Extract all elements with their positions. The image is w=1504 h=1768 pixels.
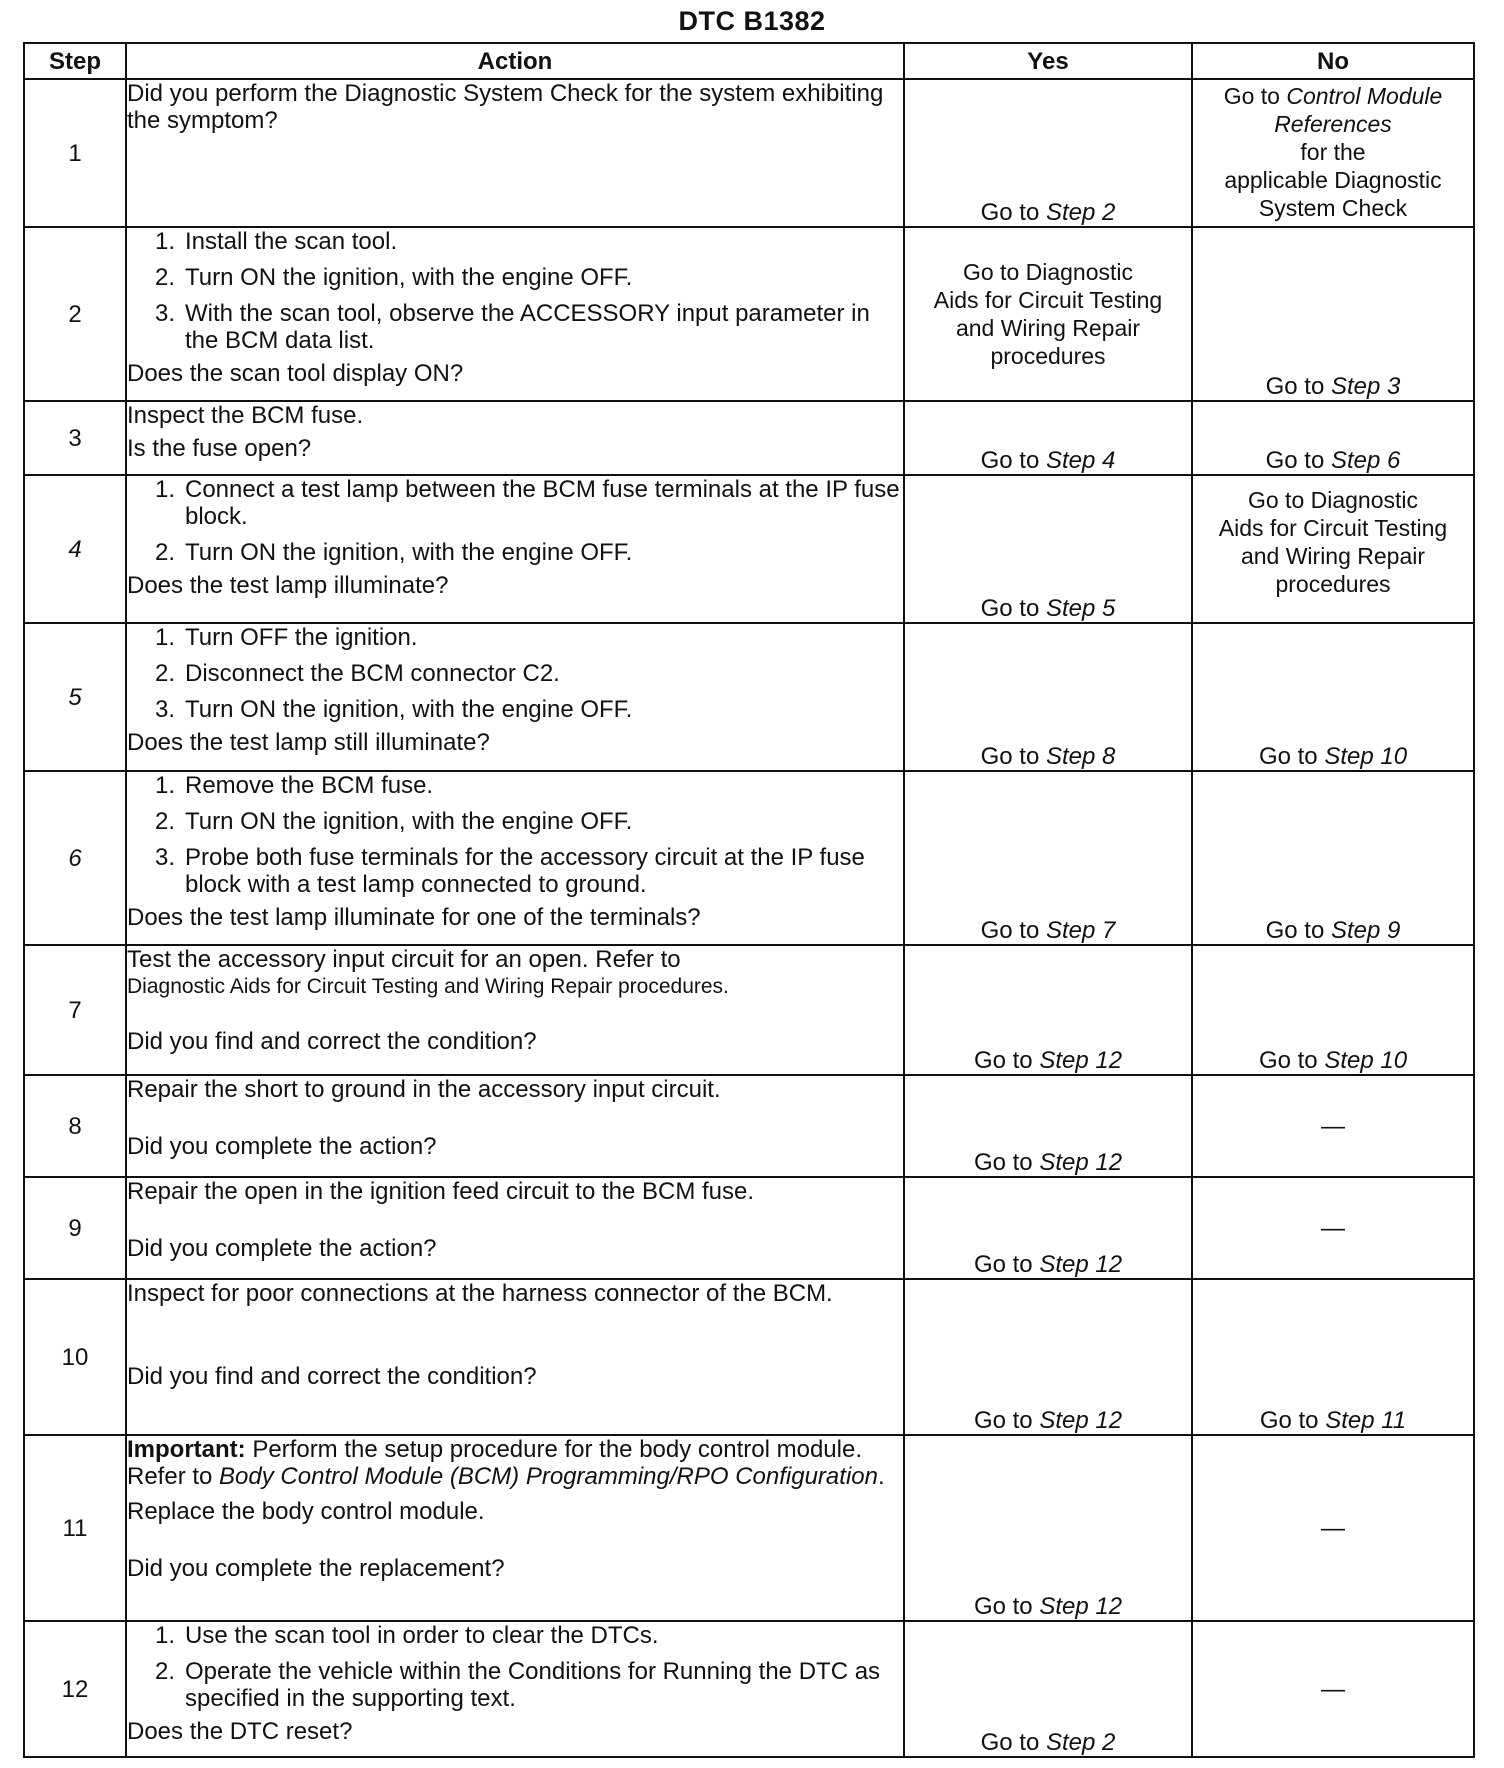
action-question: Did you complete the action? bbox=[127, 1133, 437, 1160]
action-question: Did you find and correct the condition? bbox=[127, 1363, 537, 1390]
no-step-ref: Step 6 bbox=[1330, 447, 1401, 474]
substep-number: 2. bbox=[154, 264, 175, 291]
substep-list bbox=[127, 624, 903, 723]
no-cell bbox=[1192, 401, 1474, 475]
yes-prefix: Go to bbox=[973, 1251, 1040, 1278]
yes-prefix: Go to bbox=[973, 1047, 1040, 1074]
no-cell bbox=[1192, 1177, 1474, 1279]
yes-line: procedures bbox=[990, 343, 1106, 369]
no-text bbox=[1193, 82, 1473, 138]
no-dash: — bbox=[1321, 1514, 1345, 1542]
substep bbox=[127, 660, 903, 687]
no-cell bbox=[1192, 475, 1474, 623]
action-text: Inspect for poor connections at the harness connector of the BCM. bbox=[127, 1280, 833, 1307]
no-cell bbox=[1192, 1621, 1474, 1757]
substep-text: Turn ON the ignition, with the engine OFF. bbox=[185, 808, 633, 835]
no-prefix: Go to bbox=[1265, 447, 1331, 474]
substep-list bbox=[127, 228, 903, 354]
yes-line: Go to Diagnostic bbox=[962, 259, 1134, 285]
no-dash: — bbox=[1321, 1112, 1345, 1140]
no-cell bbox=[1192, 1075, 1474, 1177]
action-text: Replace the body control module. bbox=[127, 1498, 485, 1525]
substep-text: Operate the vehicle within the Conditions for Running the DTC as specified in the supporting text. bbox=[185, 1658, 881, 1712]
yes-prefix: Go to bbox=[980, 595, 1046, 622]
substep bbox=[127, 539, 903, 566]
yes-cell bbox=[904, 1075, 1192, 1177]
yes-cell bbox=[904, 1279, 1192, 1435]
substep-text: Turn OFF the ignition. bbox=[185, 624, 418, 651]
no-ref: Control Module References bbox=[1274, 83, 1443, 137]
action-cell bbox=[126, 475, 904, 623]
substep-list bbox=[127, 772, 903, 898]
yes-cell bbox=[904, 771, 1192, 945]
table-row bbox=[24, 1279, 1474, 1435]
substep-number: 2. bbox=[154, 1658, 175, 1685]
important-text: Perform the setup procedure for the body control module. Refer to bbox=[127, 1436, 862, 1490]
step-number: 4 bbox=[24, 475, 126, 623]
step-number: 5 bbox=[24, 623, 126, 771]
yes-step-ref: Step 7 bbox=[1045, 917, 1116, 944]
action-question: Does the test lamp still illuminate? bbox=[127, 729, 490, 756]
no-step-ref: Step 11 bbox=[1325, 1407, 1407, 1434]
action-cell bbox=[126, 945, 904, 1075]
no-step-ref: Step 10 bbox=[1324, 1047, 1408, 1074]
yes-prefix: Go to bbox=[973, 1407, 1040, 1434]
substep bbox=[127, 808, 903, 835]
action-cell bbox=[126, 771, 904, 945]
table-row bbox=[24, 1435, 1474, 1621]
yes-prefix: Go to bbox=[980, 1729, 1046, 1756]
action-reference-text: Diagnostic Aids for Circuit Testing and Wiring Repair procedures. bbox=[127, 975, 729, 998]
no-line: for the bbox=[1300, 139, 1366, 165]
action-question: Does the DTC reset? bbox=[127, 1718, 353, 1745]
substep-number: 1. bbox=[154, 1622, 175, 1649]
substep-text: Probe both fuse terminals for the accessory circuit at the IP fuse block with a test lamp connected to ground. bbox=[185, 844, 865, 898]
substep-number: 1. bbox=[154, 624, 175, 651]
action-text: Inspect the BCM fuse. bbox=[127, 402, 364, 429]
step-number: 11 bbox=[24, 1435, 126, 1621]
substep-number: 1. bbox=[154, 772, 175, 799]
header-no: No bbox=[1192, 43, 1474, 79]
substep-number: 2. bbox=[154, 539, 175, 566]
substep-number: 1. bbox=[154, 228, 175, 255]
no-line: and Wiring Repair bbox=[1240, 543, 1426, 569]
action-cell bbox=[126, 1279, 904, 1435]
action-question: Does the test lamp illuminate? bbox=[127, 572, 449, 599]
no-cell bbox=[1192, 771, 1474, 945]
yes-step-ref: Step 12 bbox=[1039, 1149, 1123, 1176]
yes-cell bbox=[904, 1435, 1192, 1621]
no-prefix: Go to bbox=[1258, 743, 1325, 770]
action-cell bbox=[126, 1075, 904, 1177]
table-row bbox=[24, 771, 1474, 945]
table-row bbox=[24, 401, 1474, 475]
action-question: Did you find and correct the condition? bbox=[127, 1028, 537, 1055]
yes-prefix: Go to bbox=[980, 743, 1046, 770]
substep bbox=[127, 844, 903, 898]
action-cell bbox=[126, 623, 904, 771]
yes-step-ref: Step 2 bbox=[1045, 1729, 1116, 1756]
step-number: 9 bbox=[24, 1177, 126, 1279]
action-text: Test the accessory input circuit for an open. Refer to bbox=[127, 946, 681, 973]
no-prefix: Go to bbox=[1265, 373, 1331, 400]
header-step: Step bbox=[24, 43, 126, 79]
substep-number: 3. bbox=[154, 844, 175, 871]
substep-text: Turn ON the ignition, with the engine OFF. bbox=[185, 264, 633, 291]
substep bbox=[127, 300, 903, 354]
yes-prefix: Go to bbox=[980, 199, 1046, 226]
substep bbox=[127, 696, 903, 723]
table-row bbox=[24, 945, 1474, 1075]
header-row bbox=[24, 43, 1474, 79]
substep-number: 2. bbox=[154, 808, 175, 835]
action-text: Did you perform the Diagnostic System Check for the system exhibiting the symptom? bbox=[127, 80, 884, 134]
substep bbox=[127, 476, 903, 530]
step-number: 8 bbox=[24, 1075, 126, 1177]
no-line: System Check bbox=[1258, 195, 1408, 221]
yes-step-ref: Step 5 bbox=[1045, 595, 1116, 622]
table-row bbox=[24, 1075, 1474, 1177]
yes-step-ref: Step 2 bbox=[1045, 199, 1116, 226]
yes-cell bbox=[904, 623, 1192, 771]
table-row bbox=[24, 1177, 1474, 1279]
important-reference: Body Control Module (BCM) Programming/RPO Configuration bbox=[219, 1463, 878, 1490]
step-number: 1 bbox=[24, 79, 126, 227]
step-number: 6 bbox=[24, 771, 126, 945]
substep bbox=[127, 772, 903, 799]
yes-cell bbox=[904, 401, 1192, 475]
no-cell bbox=[1192, 623, 1474, 771]
no-line: Aids for Circuit Testing bbox=[1218, 515, 1448, 541]
substep-text: Use the scan tool in order to clear the DTCs. bbox=[185, 1622, 659, 1649]
action-question: Did you complete the action? bbox=[127, 1235, 437, 1262]
yes-step-ref: Step 12 bbox=[1039, 1407, 1123, 1434]
action-question: Does the test lamp illuminate for one of the terminals? bbox=[127, 904, 701, 931]
yes-step-ref: Step 12 bbox=[1039, 1047, 1123, 1074]
substep-text: With the scan tool, observe the ACCESSORY input parameter in the BCM data list. bbox=[185, 300, 870, 354]
table-row bbox=[24, 79, 1474, 227]
no-cell bbox=[1192, 945, 1474, 1075]
yes-prefix: Go to bbox=[973, 1149, 1040, 1176]
header-yes: Yes bbox=[904, 43, 1192, 79]
action-question: Does the scan tool display ON? bbox=[127, 360, 464, 387]
yes-cell bbox=[904, 1177, 1192, 1279]
substep-text: Turn ON the ignition, with the engine OFF. bbox=[185, 696, 633, 723]
yes-cell bbox=[904, 1621, 1192, 1757]
yes-cell bbox=[904, 475, 1192, 623]
no-line: procedures bbox=[1275, 571, 1391, 597]
diagnostic-table bbox=[23, 42, 1475, 1758]
no-cell bbox=[1192, 1435, 1474, 1621]
step-number: 10 bbox=[24, 1279, 126, 1435]
yes-prefix: Go to bbox=[980, 447, 1046, 474]
yes-line: Aids for Circuit Testing bbox=[933, 287, 1163, 313]
no-prefix: Go to bbox=[1259, 1407, 1326, 1434]
substep-number: 3. bbox=[154, 696, 175, 723]
no-line: Go to Diagnostic bbox=[1247, 487, 1419, 513]
yes-step-ref: Step 4 bbox=[1045, 447, 1116, 474]
substep bbox=[127, 624, 903, 651]
no-prefix: Go to bbox=[1223, 83, 1287, 109]
yes-cell bbox=[904, 227, 1192, 401]
no-prefix: Go to bbox=[1258, 1047, 1325, 1074]
substep-list bbox=[127, 476, 903, 566]
substep-number: 2. bbox=[154, 660, 175, 687]
yes-prefix: Go to bbox=[973, 1593, 1040, 1620]
important-label: Important: bbox=[127, 1436, 246, 1463]
substep-list bbox=[127, 1622, 903, 1712]
no-prefix: Go to bbox=[1265, 917, 1331, 944]
step-number: 12 bbox=[24, 1621, 126, 1757]
no-dash: — bbox=[1321, 1675, 1345, 1703]
important-note bbox=[127, 1436, 903, 1490]
no-step-ref: Step 9 bbox=[1330, 917, 1401, 944]
substep-text: Disconnect the BCM connector C2. bbox=[185, 660, 560, 687]
table-row bbox=[24, 1621, 1474, 1757]
substep bbox=[127, 1622, 903, 1649]
no-dash: — bbox=[1321, 1214, 1345, 1242]
action-question: Is the fuse open? bbox=[127, 435, 312, 462]
table-row bbox=[24, 475, 1474, 623]
yes-cell bbox=[904, 79, 1192, 227]
yes-prefix: Go to bbox=[980, 917, 1046, 944]
substep-text: Remove the BCM fuse. bbox=[185, 772, 434, 799]
step-number: 2 bbox=[24, 227, 126, 401]
table-row bbox=[24, 623, 1474, 771]
yes-step-ref: Step 8 bbox=[1045, 743, 1116, 770]
action-cell bbox=[126, 1621, 904, 1757]
no-cell bbox=[1192, 79, 1474, 227]
action-cell bbox=[126, 401, 904, 475]
action-cell bbox=[126, 1177, 904, 1279]
no-step-ref: Step 3 bbox=[1330, 373, 1401, 400]
substep bbox=[127, 228, 903, 255]
yes-step-ref: Step 12 bbox=[1039, 1593, 1123, 1620]
substep-text: Connect a test lamp between the BCM fuse terminals at the IP fuse block. bbox=[185, 476, 900, 530]
yes-cell bbox=[904, 945, 1192, 1075]
action-text: Repair the short to ground in the accessory input circuit. bbox=[127, 1076, 721, 1103]
step-number: 7 bbox=[24, 945, 126, 1075]
step-number: 3 bbox=[24, 401, 126, 475]
action-cell bbox=[126, 1435, 904, 1621]
substep-text: Install the scan tool. bbox=[185, 228, 398, 255]
action-cell bbox=[126, 227, 904, 401]
substep-text: Turn ON the ignition, with the engine OFF. bbox=[185, 539, 633, 566]
no-cell bbox=[1192, 1279, 1474, 1435]
substep bbox=[127, 1658, 903, 1712]
header-action: Action bbox=[126, 43, 904, 79]
important-end: . bbox=[877, 1463, 885, 1490]
substep-number: 1. bbox=[154, 476, 175, 503]
action-cell bbox=[126, 79, 904, 227]
yes-line: and Wiring Repair bbox=[955, 315, 1141, 341]
action-text: Repair the open in the ignition feed circuit to the BCM fuse. bbox=[127, 1178, 755, 1205]
substep-number: 3. bbox=[154, 300, 175, 327]
no-step-ref: Step 10 bbox=[1324, 743, 1408, 770]
document-title: DTC B1382 bbox=[678, 6, 826, 36]
no-cell bbox=[1192, 227, 1474, 401]
substep bbox=[127, 264, 903, 291]
no-line: applicable Diagnostic bbox=[1224, 167, 1442, 193]
yes-step-ref: Step 12 bbox=[1039, 1251, 1123, 1278]
table-row bbox=[24, 227, 1474, 401]
action-question: Did you complete the replacement? bbox=[127, 1555, 505, 1582]
